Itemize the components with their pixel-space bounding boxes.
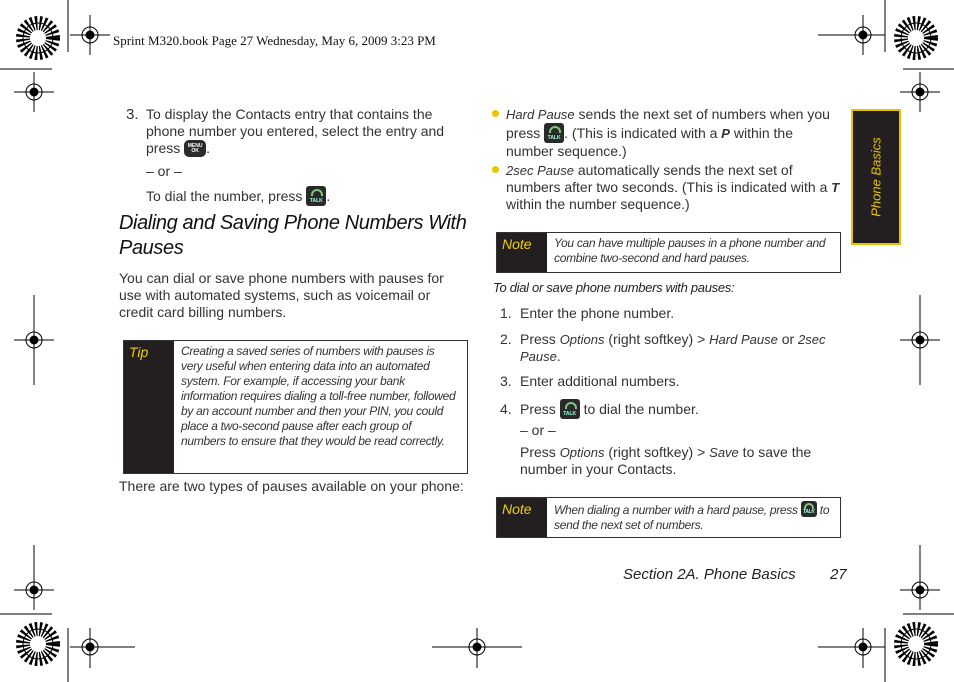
talk-key-icon (801, 501, 817, 517)
term-2sec-pause: 2sec Pause (506, 163, 574, 178)
bullet-dot-icon (492, 166, 499, 173)
registration-target-icon (818, 628, 885, 668)
side-tab-label: Phone Basics (868, 137, 884, 217)
note-text-part: When dialing a number with a hard pause, press (554, 503, 798, 517)
registration-target-icon (70, 15, 110, 55)
menu-ok-key-icon (184, 140, 206, 157)
term-hard-pause: Hard Pause (506, 107, 575, 122)
key-label: TALK (309, 198, 323, 204)
or-separator: – or – (146, 163, 182, 179)
step-number: 4. (500, 401, 512, 417)
note-box-1 (496, 232, 841, 273)
save-instruction (520, 444, 840, 478)
starburst-calibration-icon (901, 23, 931, 53)
registration-target-icon (70, 628, 135, 668)
menu-options: Options (559, 332, 605, 347)
bullet-hard-pause (506, 106, 841, 160)
bullet-2sec-pause (506, 162, 841, 213)
note-label: Note (497, 233, 547, 272)
step-text: to save the number in your Contacts. (520, 444, 812, 477)
step-text: Enter additional numbers. (520, 373, 680, 389)
punctuation: . (326, 188, 331, 204)
starburst-calibration-icon (23, 23, 53, 53)
registration-target-icon (900, 295, 940, 385)
punctuation: . (556, 348, 561, 364)
step-text: (right softkey) > (604, 444, 710, 460)
key-label: MENU OK (187, 143, 203, 154)
bullet-text: within the number sequence.) (506, 125, 794, 159)
bullet-text: . (This is indicated with a (564, 125, 722, 141)
registration-target-icon (818, 15, 885, 55)
page-footer (623, 566, 847, 583)
step-number: 3. (500, 373, 512, 389)
talk-key-icon (544, 123, 564, 143)
bullet-text: within the number sequence.) (506, 196, 690, 212)
footer-section: Section 2A. Phone Basics (623, 566, 796, 583)
registration-target-icon (14, 72, 54, 112)
section-heading: Dialing and Saving Phone Numbers With Pauses (119, 212, 467, 259)
step-number: 3. (126, 106, 139, 123)
print-header: Sprint M320.book Page 27 Wednesday, May 6, 2009 3:23 PM (113, 33, 436, 48)
bullet-dot-icon (492, 110, 499, 117)
dial-instruction (146, 186, 330, 206)
tip-box (123, 340, 468, 474)
step-text: (right softkey) > (604, 331, 710, 347)
step-text: Enter the phone number. (520, 305, 675, 321)
step-2 (500, 331, 835, 365)
step-text: To display the Contacts entry that contains the phone number you entered, select the entry and press (146, 106, 445, 156)
side-tab (851, 109, 901, 245)
registration-target-icon (14, 295, 54, 385)
step-text: to dial the number. (579, 401, 699, 417)
step-text: or (777, 331, 799, 347)
menu-options: Options (559, 445, 605, 460)
menu-hard-pause: Hard Pause (709, 332, 778, 347)
registration-target-icon (14, 545, 54, 610)
code-t: T (831, 180, 840, 195)
starburst-calibration-icon (901, 629, 931, 659)
step-text: Press (520, 444, 556, 460)
step-4 (500, 399, 699, 419)
pause-types-intro: There are two types of pauses available on your phone: (119, 478, 464, 494)
key-label: TALK (563, 411, 577, 417)
note-text-part: to send the next set of numbers. (554, 503, 830, 532)
dial-text: To dial the number, press (146, 188, 303, 204)
bullet-text: sends the next set of numbers when you press (506, 106, 830, 141)
punctuation: . (206, 140, 211, 156)
step-text: Press (520, 401, 556, 417)
step-number: 1. (500, 305, 512, 321)
registration-target-icon (900, 72, 940, 112)
key-label: TALK (547, 135, 561, 141)
talk-key-icon (560, 399, 580, 419)
step-text: Press (520, 331, 556, 347)
note-box-2 (496, 497, 841, 538)
bullet-text: automatically sends the next set of numbers after two seconds. (This is indicated with a (506, 162, 832, 195)
tip-label: Tip (124, 341, 174, 473)
registration-target-icon (432, 628, 522, 668)
step-1 (500, 305, 674, 322)
note-text (547, 498, 837, 537)
page-number: 27 (829, 566, 847, 583)
step-number: 2. (500, 331, 512, 347)
key-label: TALK (802, 509, 815, 515)
step-3-right (500, 373, 680, 390)
menu-2sec-pause: 2sec Pause (520, 332, 826, 364)
step-3 (126, 106, 466, 157)
procedure-title: To dial or save phone numbers with pauses: (493, 280, 735, 295)
starburst-calibration-icon (23, 629, 53, 659)
menu-save: Save (709, 445, 739, 460)
or-separator: – or – (520, 422, 556, 438)
note-label: Note (497, 498, 547, 537)
note-text: You can have multiple pauses in a phone number and combine two-second and hard pauses. (554, 236, 826, 265)
code-p: P (721, 126, 730, 141)
intro-paragraph: You can dial or save phone numbers with pauses for use with automated systems, such as voicemail or credit card billing numbers. (119, 270, 444, 320)
registration-target-icon (900, 545, 940, 610)
tip-text: Creating a saved series of numbers with pauses is very useful when entering data into an automated system. For example, if accessing your bank information requires dialing a toll-free number, followed by an account number and then your PIN, you could place a two-second pause after each group of numbers to ensure that they would be read correctly. (181, 344, 456, 448)
talk-key-icon (306, 186, 326, 206)
